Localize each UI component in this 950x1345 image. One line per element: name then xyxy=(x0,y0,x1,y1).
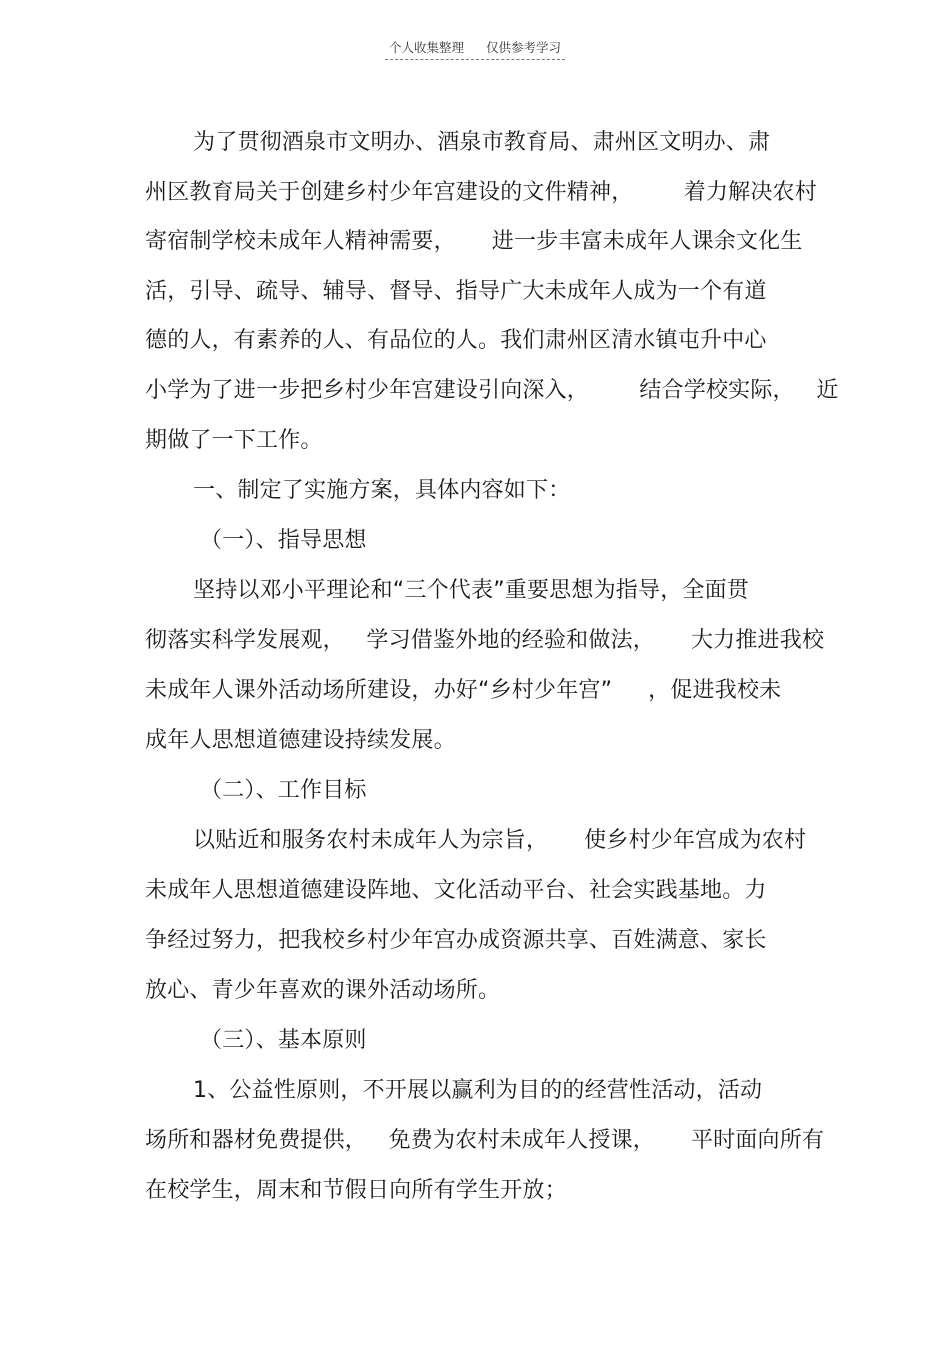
body-line: 为了贯彻酒泉市文明办、酒泉市教育局、肃州区文明办、肃 xyxy=(193,130,771,155)
body-line: 场所和器材免费提供， 免费为农村未成年人授课， 平时面向所有 xyxy=(145,1128,825,1153)
body-line: 以贴近和服务农村未成年人为宗旨， 使乡村少年宫成为农村 xyxy=(193,828,807,853)
body-line: 德的人，有素养的人、有品位的人。我们肃州区清水镇屯升中心 xyxy=(145,328,767,353)
header-rule xyxy=(385,38,565,60)
body-line: 小学为了进一步把乡村少年宫建设引向深入， 结合学校实际， 近 xyxy=(145,378,839,403)
body-line: 1、公益性原则，不开展以赢利为目的的经营性活动，活动 xyxy=(193,1078,763,1103)
body-line: 州区教育局关于创建乡村少年宫建设的文件精神， 着力解决农村 xyxy=(145,180,817,205)
subsection-heading: （二）、工作目标 xyxy=(200,778,367,803)
header-right-text: 仅供参考学习 xyxy=(486,40,562,55)
body-line: 在校学生，周末和节假日向所有学生开放； xyxy=(145,1178,567,1203)
body-line: 坚持以邓小平理论和“三个代表”重要思想为指导，全面贯 xyxy=(193,578,749,603)
body-line: 活，引导、疏导、辅导、督导、指导广大未成年人成为一个有道 xyxy=(145,279,767,304)
header-left-text: 个人收集整理 xyxy=(388,40,464,55)
subsection-heading: （一）、指导思想 xyxy=(200,528,367,553)
body-line: 放心、青少年喜欢的课外活动场所。 xyxy=(145,978,501,1003)
body-line: 成年人思想道德建设持续发展。 xyxy=(145,728,456,753)
body-line: 彻落实科学发展观， 学习借鉴外地的经验和做法， 大力推进我校 xyxy=(145,628,825,653)
body-line: 期做了一下工作。 xyxy=(145,428,323,453)
section-heading: 一、制定了实施方案，具体内容如下： xyxy=(193,478,571,503)
body-line: 未成年人思想道德建设阵地、文化活动平台、社会实践基地。力 xyxy=(145,878,767,903)
body-line: 争经过努力，把我校乡村少年宫办成资源共享、百姓满意、家长 xyxy=(145,928,767,953)
page-header xyxy=(0,38,950,60)
subsection-heading: （三）、基本原则 xyxy=(200,1028,367,1053)
body-line: 寄宿制学校未成年人精神需要， 进一步丰富未成年人课余文化生 xyxy=(145,229,803,254)
body-line: 未成年人课外活动场所建设，办好“乡村少年宫” ，促进我校未 xyxy=(145,678,782,703)
